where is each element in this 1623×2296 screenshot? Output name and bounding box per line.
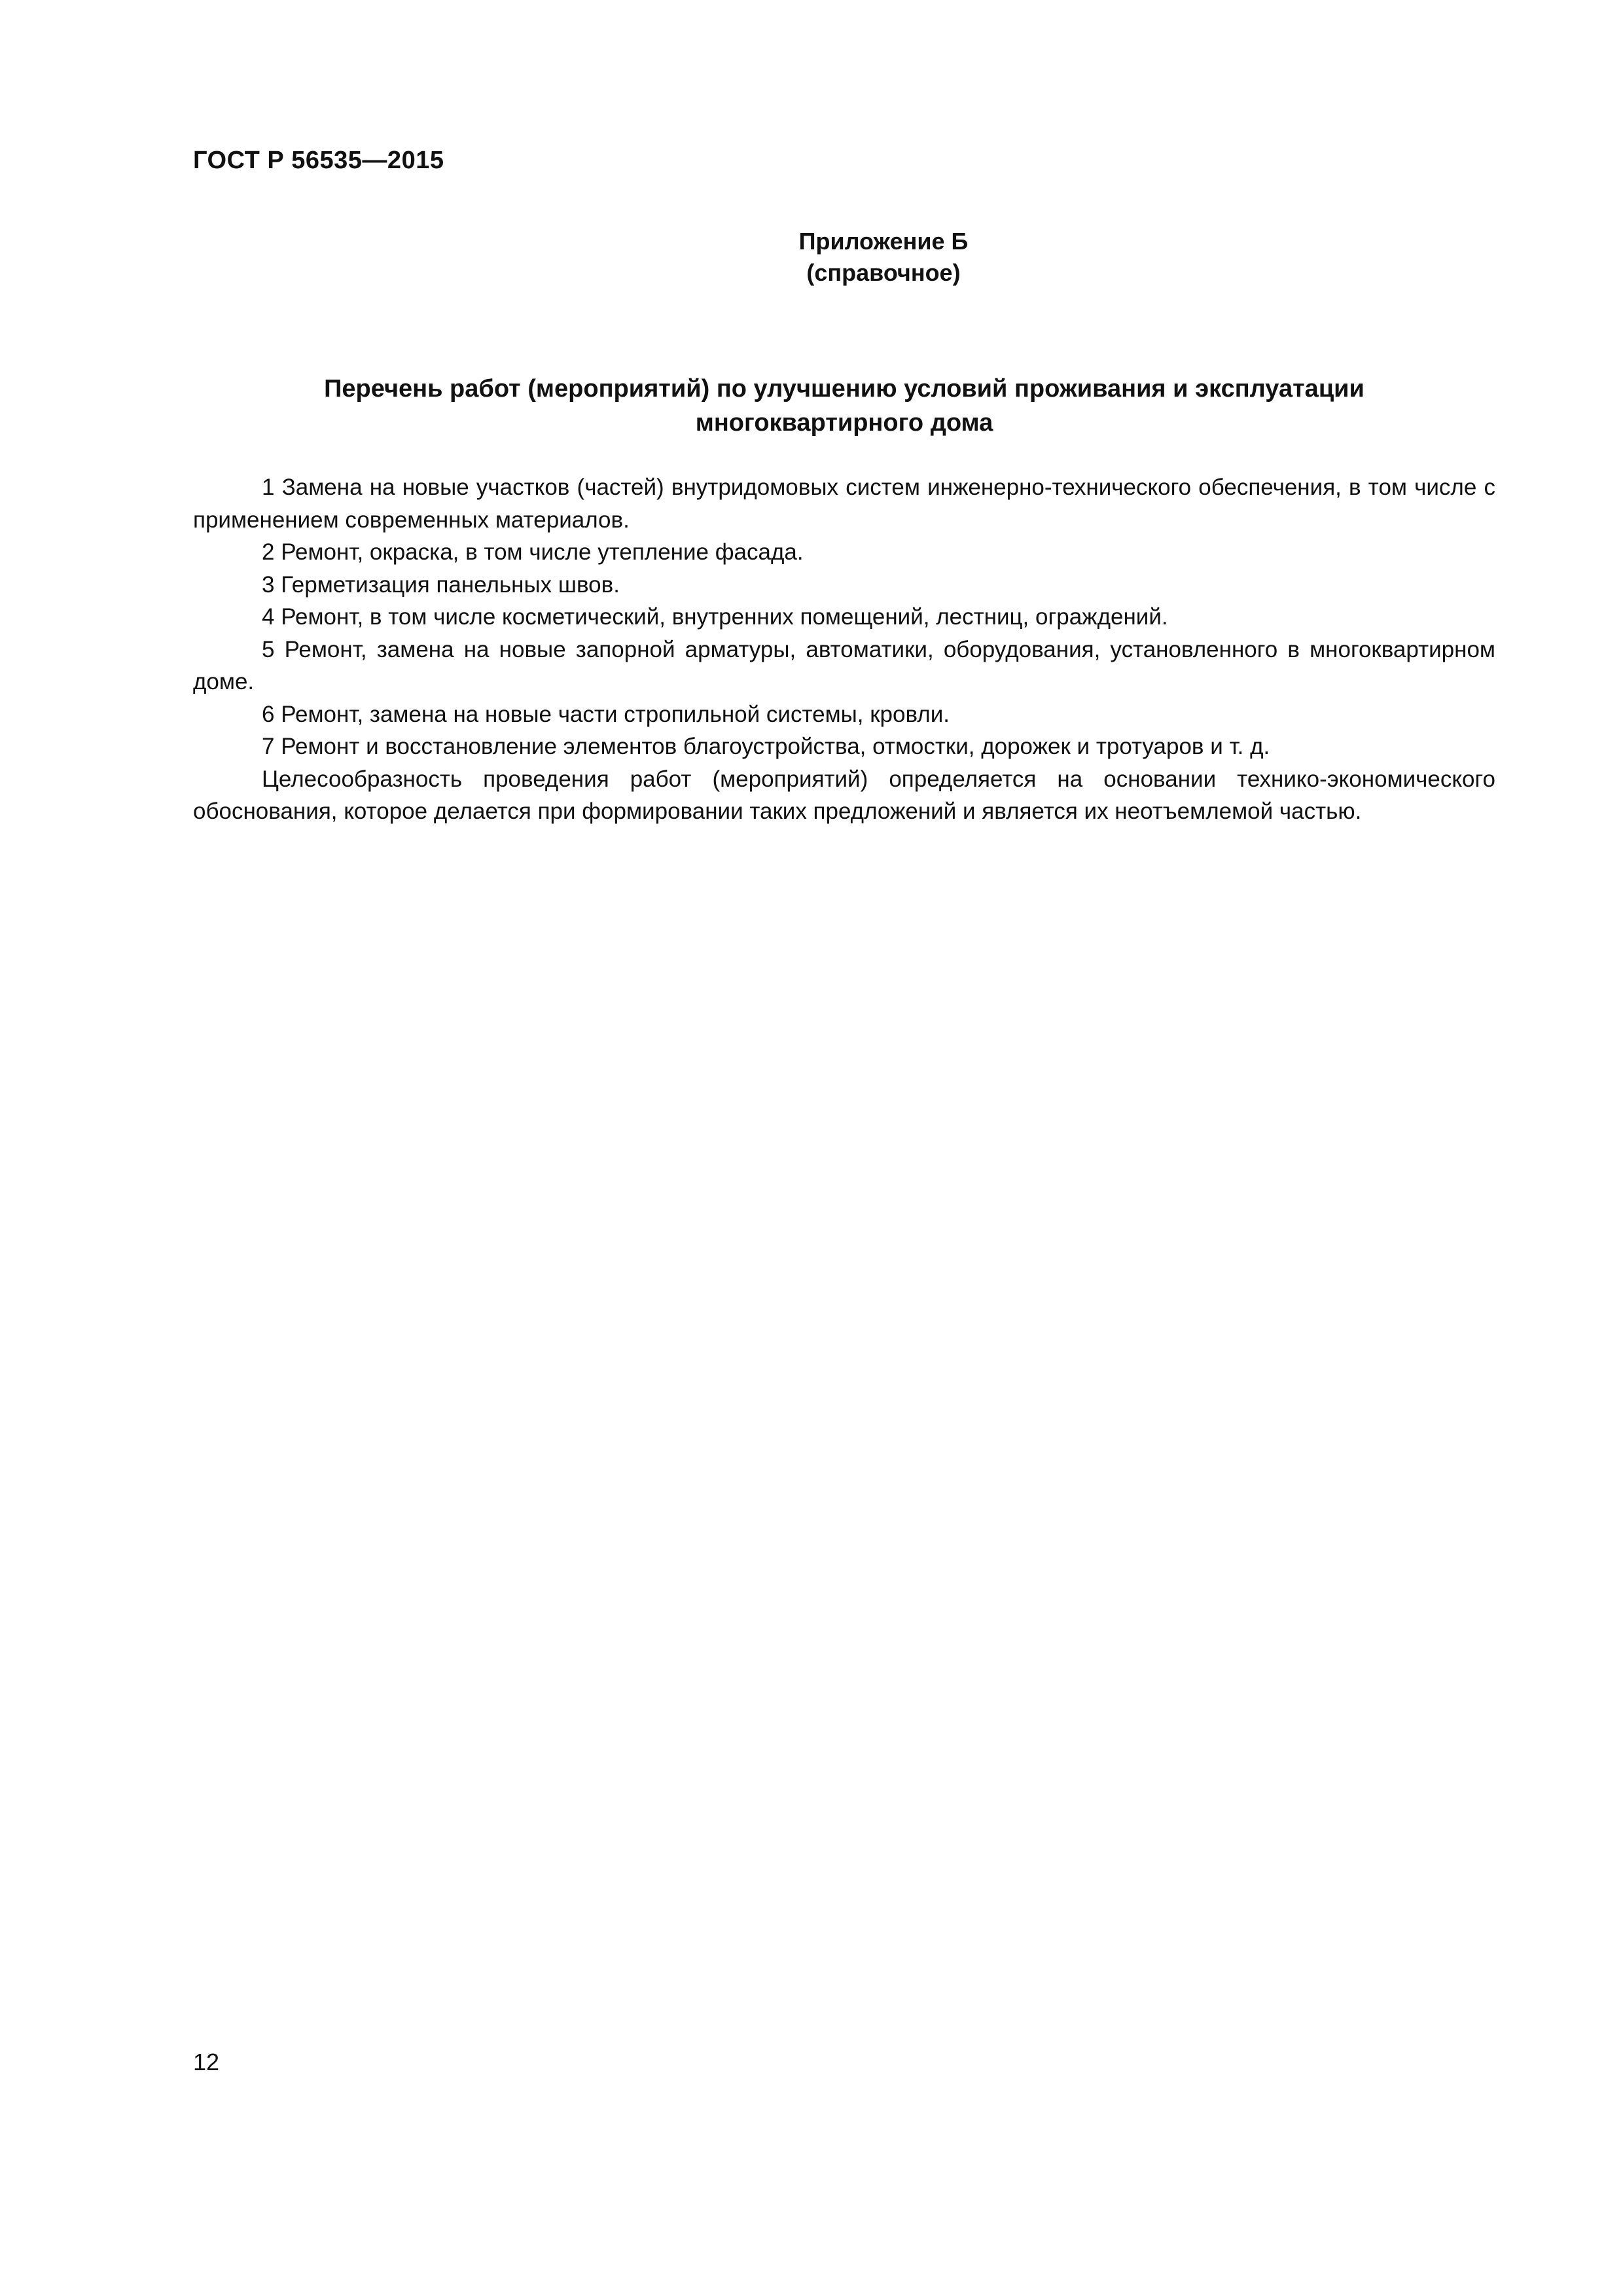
list-item-3: 3 Герметизация панельных швов. bbox=[262, 571, 620, 598]
conclusion-paragraph: Целесообразность проведения работ (мероприятий) определяется на основании технико-экономического обоснования, которое делается при формировании таких предложений и является их неотъемлемой частью. bbox=[193, 766, 1495, 824]
list-item-1: 1 Замена на новые участков (частей) внутридомовых систем инженерно-технического обеспечения, в том числе с применением современных материалов. bbox=[193, 475, 1495, 533]
section-title bbox=[193, 372, 1495, 440]
document-code: ГОСТ Р 56535—2015 bbox=[193, 147, 444, 174]
list-item-6: 6 Ремонт, замена на новые части стропильной системы, кровли. bbox=[262, 701, 950, 727]
list-item-5: 5 Ремонт, замена на новые запорной арматуры, автоматики, оборудования, установленного в многоквартирном доме. bbox=[193, 636, 1495, 694]
appendix-type: (справочное) bbox=[806, 259, 961, 286]
section-title-line-2: многоквартирного дома bbox=[695, 409, 993, 437]
body-text bbox=[193, 471, 1495, 828]
section-title-line-1: Перечень работ (мероприятий) по улучшению условий проживания и эксплуатации bbox=[324, 375, 1364, 403]
appendix-heading bbox=[720, 226, 1047, 289]
page-number: 12 bbox=[193, 2049, 220, 2075]
list-item-2: 2 Ремонт, окраска, в том числе утепление фасада. bbox=[262, 539, 804, 565]
list-item-4: 4 Ремонт, в том числе косметический, внутренних помещений, лестниц, ограждений. bbox=[262, 604, 1168, 630]
appendix-label: Приложение Б bbox=[798, 228, 969, 255]
list-item-7: 7 Ремонт и восстановление элементов благоустройства, отмостки, дорожек и тротуаров и т. д. bbox=[262, 734, 1270, 759]
